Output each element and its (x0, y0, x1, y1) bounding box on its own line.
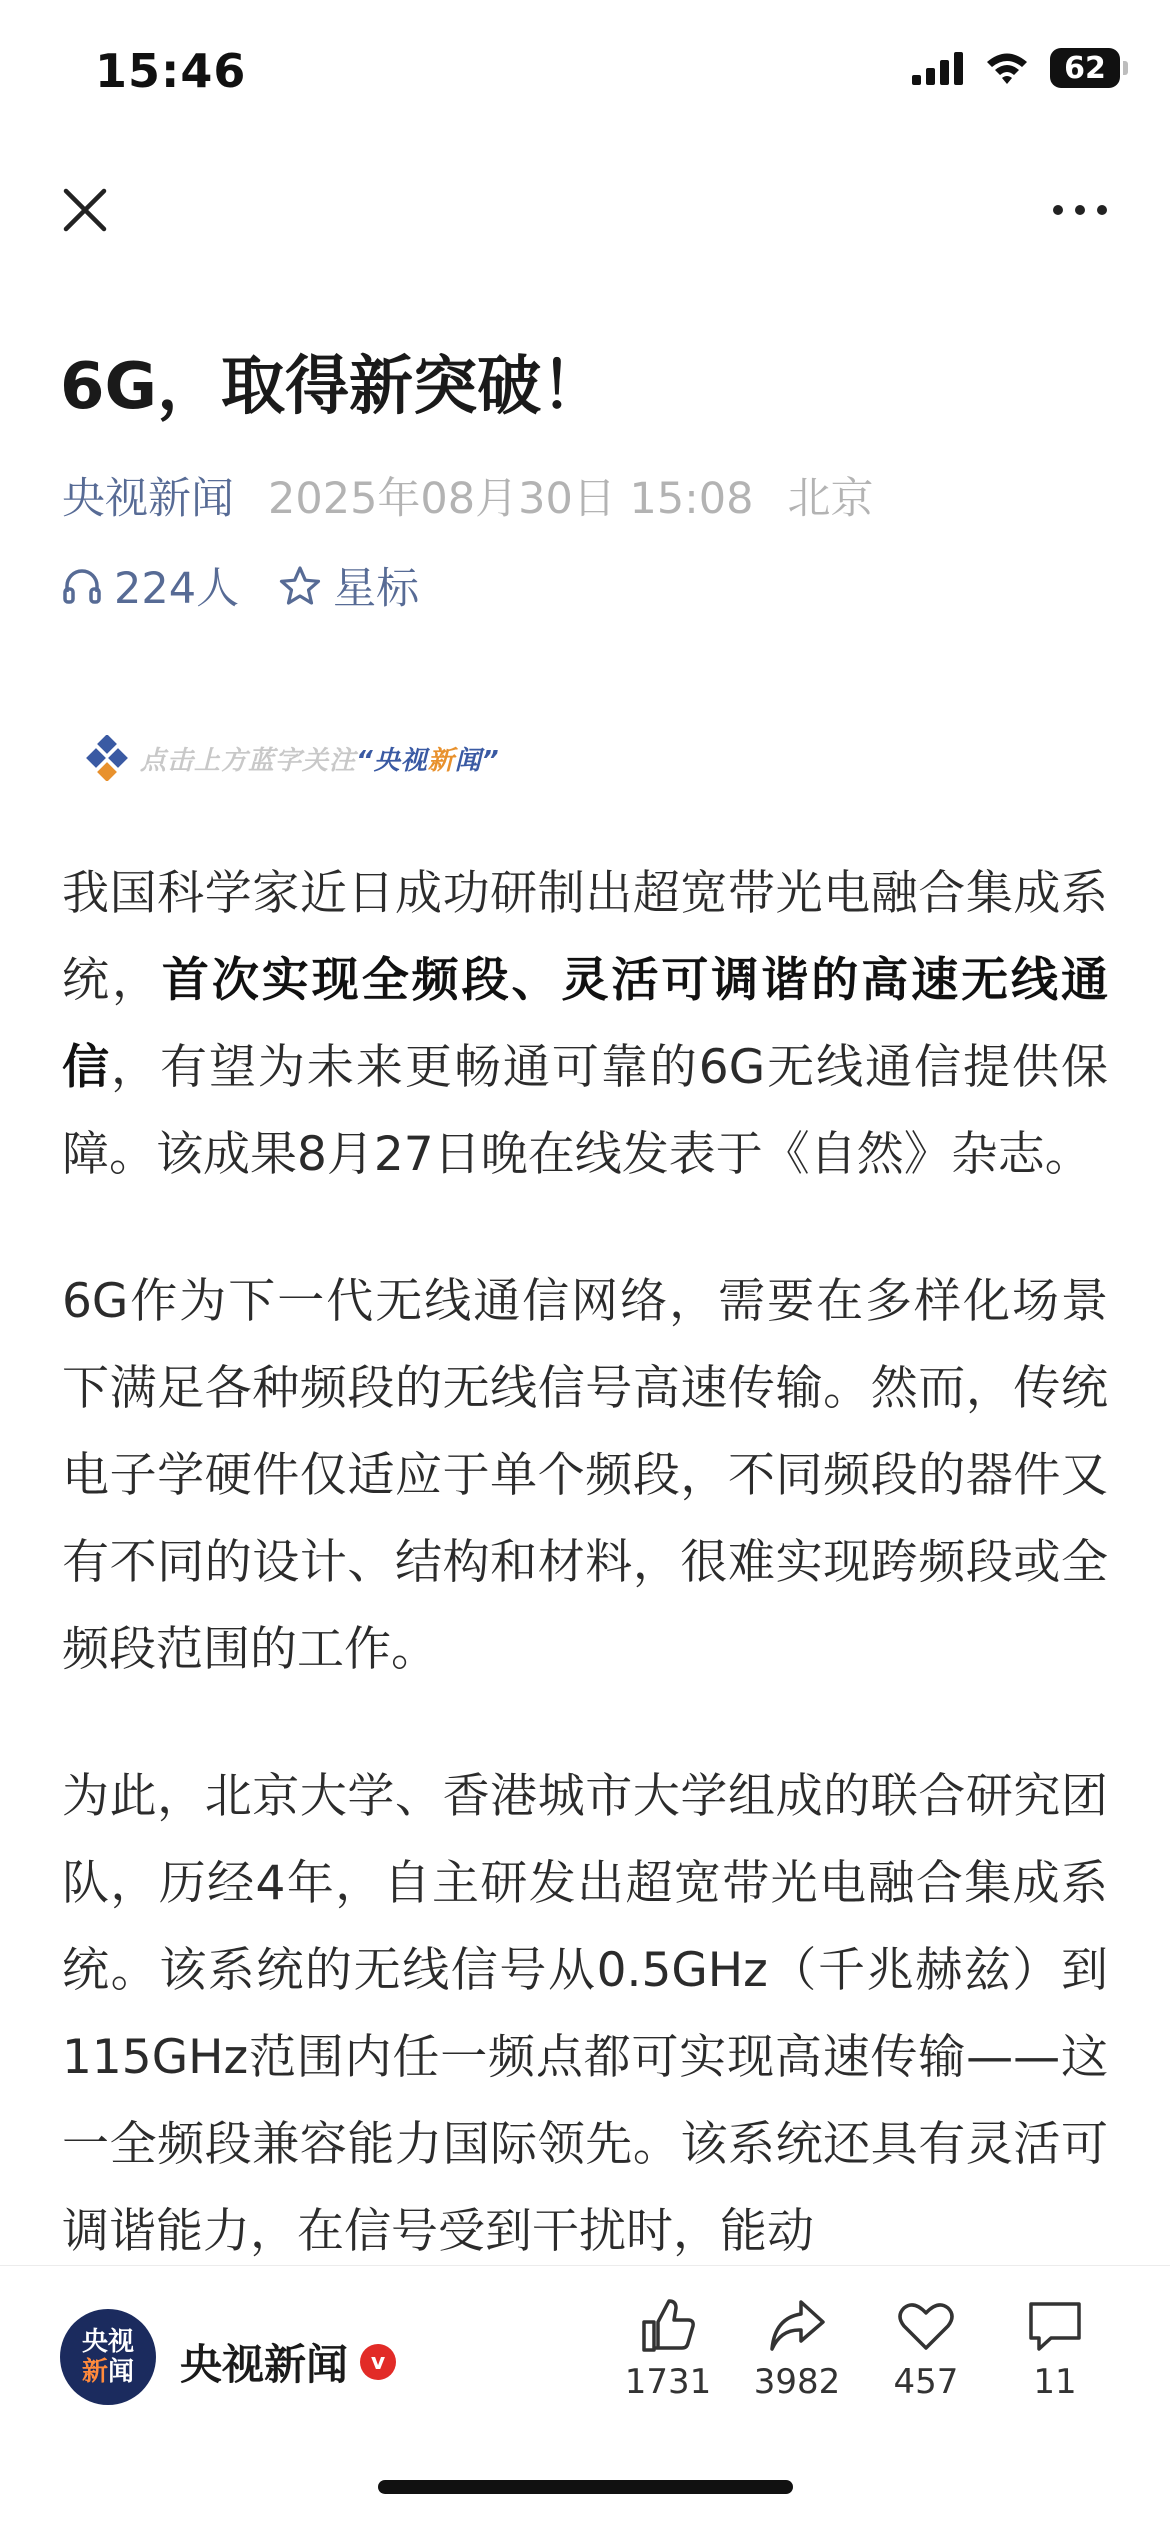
close-icon (62, 187, 108, 233)
follow-quote-close: ” (481, 745, 500, 776)
more-icon (1052, 204, 1108, 216)
publish-location: 北京 (787, 474, 874, 524)
paragraph-1 (62, 850, 1108, 1198)
headphones-icon (62, 566, 102, 606)
article-title: 6G，取得新突破！ (60, 350, 606, 424)
avatar-line-2 (82, 2357, 134, 2387)
follow-banner (84, 735, 500, 781)
status-time: 15:46 (95, 44, 247, 98)
comment-icon (1025, 2296, 1085, 2356)
favorite-count: 457 (893, 2362, 959, 2402)
signal-icon (912, 51, 964, 85)
paragraph-1-bold: 首次实现全频段、灵活可调谐的高速无线通信 (62, 953, 1108, 1095)
paragraph-3: 为此，北京大学、香港城市大学组成的联合研究团队，历经4年，自主研发出超宽带光电融合集成系统。该系统的无线信号从0.5GHz（千兆赫兹）到115GHz范围内任一频点都可实现高速传输——这一全频段兼容能力国际领先。该系统还具有灵活可调谐能力，在信号受到干扰时，能动 (62, 1769, 1108, 2259)
article-body (62, 850, 1108, 2260)
star-icon (279, 565, 321, 607)
share-button[interactable] (737, 2296, 857, 2402)
follow-brand-a: 央视 (373, 745, 428, 776)
publish-date: 2025年08月30日 15:08 (268, 474, 754, 524)
follow-prefix: 点击上方蓝字关注 (140, 745, 357, 776)
paragraph-1-a: 我国科学家近日成功研制出超宽带光电融合集成系统， (62, 866, 1108, 1008)
verified-badge-icon: v (360, 2344, 396, 2380)
favorite-button[interactable] (866, 2296, 986, 2402)
like-count: 1731 (624, 2362, 712, 2402)
close-button[interactable] (50, 175, 120, 245)
avatar-char-white: 闻 (108, 2357, 135, 2387)
account-avatar[interactable] (60, 2309, 156, 2405)
heart-icon (896, 2296, 956, 2356)
status-icons (912, 48, 1120, 88)
comment-count: 11 (1033, 2362, 1077, 2402)
follow-brand-c: 闻 (454, 745, 482, 776)
star-label: 星标 (333, 564, 420, 614)
account-name-label: 央视新闻 (180, 2340, 349, 2389)
comment-button[interactable] (995, 2296, 1115, 2402)
avatar-line-1: 央视 (81, 2327, 134, 2357)
star-button[interactable] (279, 555, 419, 616)
paragraph-2: 6G作为下一代无线通信网络，需要在多样化场景下满足各种频段的无线信号高速传输。然而，传统电子学硬件仅适应于单个频段，不同频段的器件又有不同的设计、结构和材料，很难实现跨频段或全频段范围的工作。 (62, 1274, 1108, 1677)
follow-brand-b: 新 (427, 745, 455, 776)
more-button[interactable] (1040, 175, 1120, 245)
wifi-icon (984, 51, 1030, 85)
diamond-logo-icon (84, 735, 130, 781)
share-icon (767, 2296, 827, 2356)
account-name[interactable] (180, 2332, 396, 2392)
paragraph-1-b: ，有望为未来更畅通可靠的6G无线通信提供保障。该成果8月27日晚在线发表于《自然》杂志。 (62, 1040, 1108, 1182)
share-count: 3982 (753, 2362, 841, 2402)
listener-count: 224人 (114, 564, 240, 614)
battery-icon: 62 (1050, 48, 1120, 88)
article-stats (62, 555, 419, 616)
home-indicator[interactable] (378, 2480, 793, 2494)
source-link[interactable]: 央视新闻 (62, 474, 234, 524)
follow-banner-text (140, 740, 500, 777)
like-button[interactable] (608, 2296, 728, 2402)
article-meta (62, 465, 873, 526)
like-icon (638, 2296, 698, 2356)
avatar-char-orange: 新 (81, 2357, 108, 2387)
follow-quote-open: “ (356, 745, 374, 776)
listen-button[interactable] (62, 555, 239, 616)
